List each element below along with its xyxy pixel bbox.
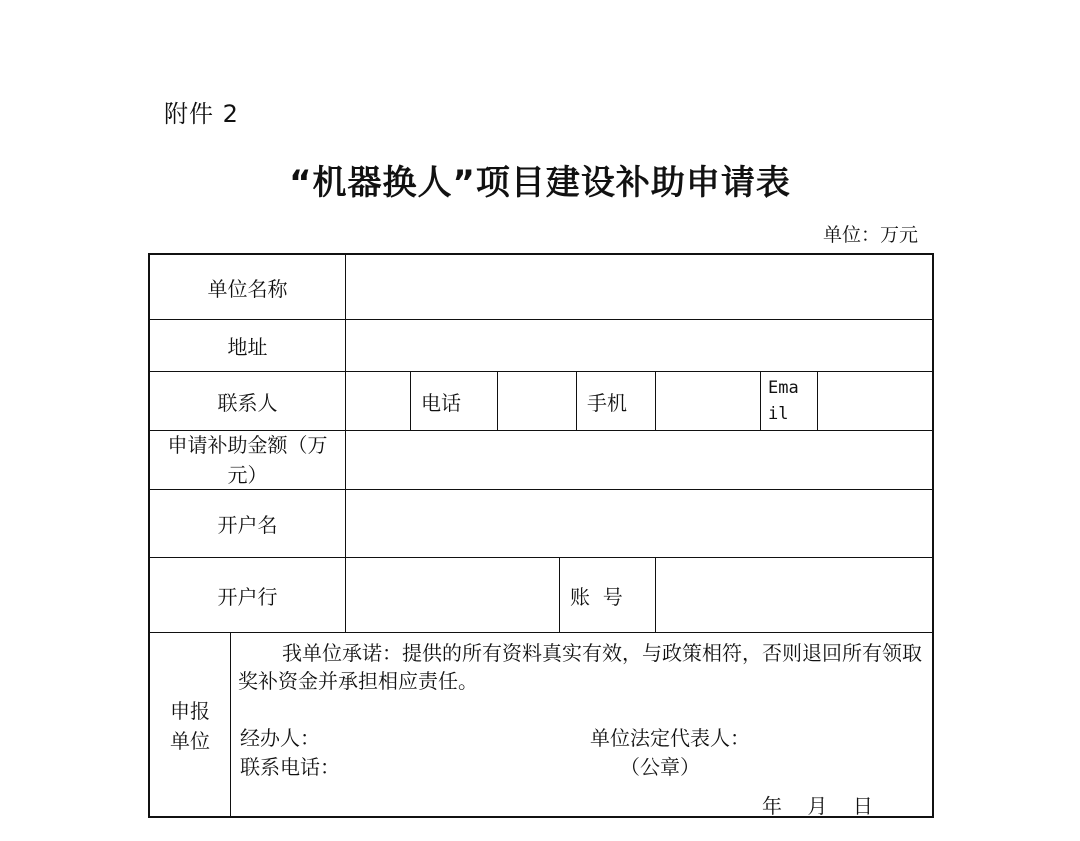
address-label: 地址 — [227, 335, 268, 359]
contact-phone-label: 联系电话： — [240, 755, 340, 779]
handler-label: 经办人： — [240, 726, 320, 750]
unit-name-label: 单位名称 — [207, 276, 288, 301]
page-title: “机器换人”项目建设补助申请表 — [289, 163, 791, 203]
subsidy-amount-label-cell — [150, 431, 345, 489]
unit-name-field[interactable] — [346, 255, 932, 319]
account-name-label: 开户名 — [217, 513, 278, 537]
declarant-label: 申报单位 — [170, 698, 210, 753]
email-label-text: Email — [768, 378, 799, 424]
seal-label: （公章） — [620, 755, 700, 779]
mobile-field[interactable] — [656, 372, 760, 430]
promise-text: 我单位承诺：提供的所有资料真实有效，与政策相符，否则退回所有领取奖补资金并承担相应责任。 — [238, 641, 922, 693]
legal-representative-label: 单位法定代表人： — [590, 726, 750, 750]
email-field[interactable] — [818, 372, 932, 430]
bank-label: 开户行 — [217, 584, 278, 609]
phone-label: 电话 — [421, 390, 461, 415]
attachment-label: 附件 2 — [164, 100, 239, 128]
unit-note: 单位：万元 — [822, 224, 918, 246]
subsidy-amount-label: 申请补助金额（万元） — [167, 433, 328, 487]
account-name-field[interactable] — [346, 490, 932, 557]
contact-person-field[interactable] — [346, 372, 410, 430]
application-form — [148, 253, 934, 818]
date-label: 年 月 日 — [762, 794, 873, 818]
column-divider — [760, 371, 761, 430]
phone-field[interactable] — [498, 372, 576, 430]
mobile-label: 手机 — [587, 390, 627, 415]
email-label — [768, 372, 816, 430]
account-number-label: 账 号 — [570, 584, 623, 609]
subsidy-amount-field[interactable] — [346, 431, 932, 489]
contact-person-label: 联系人 — [217, 390, 278, 415]
declaration-area — [150, 633, 932, 818]
account-number-field[interactable] — [656, 558, 932, 632]
promise-statement — [238, 639, 932, 695]
address-field[interactable] — [346, 320, 932, 371]
bank-field[interactable] — [346, 558, 559, 632]
